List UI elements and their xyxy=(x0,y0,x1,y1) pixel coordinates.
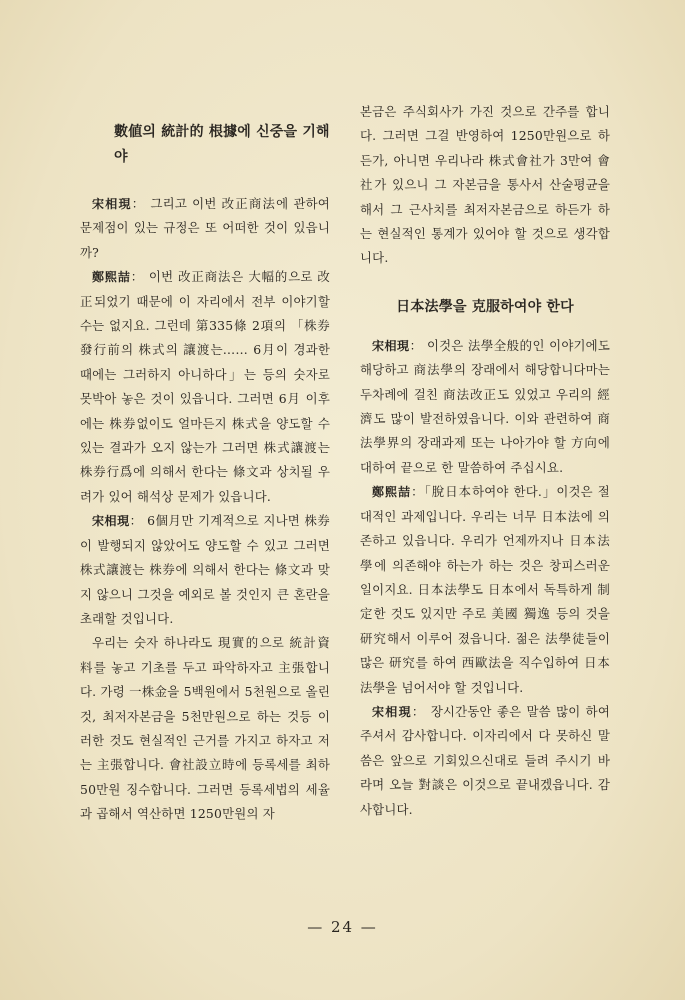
section-heading-japanese-law: 日本法學을 克服하여야 한다 xyxy=(396,298,574,315)
paragraph-text: ： 6個月만 기계적으로 지나면 株券이 발행되지 않았어도 양도할 수 있고 그러면 株式讓渡는 株券에 의해서 한다는 條文과 맞지 않으니 그것을 예외로 볼 것인지 큰 혼란을 초래할 것입니다. xyxy=(80,513,330,626)
paragraph-text: ： 그리고 이번 改正商法에 관하여 문제점이 있는 규정은 또 어떠한 것이 있읍니까? xyxy=(80,196,330,260)
section-heading-statistics: 數値의 統計的 根據에 신중을 기해야 xyxy=(114,124,330,165)
speaker-name: 宋相現 xyxy=(92,197,132,211)
right-column xyxy=(360,100,610,822)
speaker-name: 宋相現 xyxy=(372,704,412,719)
paragraph xyxy=(360,480,610,700)
speaker-name: 鄭熙喆 xyxy=(372,485,412,500)
paragraph-text: 우리는 숫자 하나라도 現實的으로 統計資料를 놓고 기초를 두고 파악하자고 主張합니다. 가령 一株金을 5백원에서 5천원으로 올린 것, 최저자본금을 5천만원으로 하는 것등 이러한 것도 현실적인 근거를 가지고 하자고 저는 主張합니다. 會社設立時에 등록세를 최하 50만원 징수합니다. 그러면 등록세법의 세율과 곱해서 역산하면 1250만원의 자 xyxy=(80,635,330,822)
paragraph-text: ： 이것은 法學全般的인 이야기에도 해당하고 商法學의 장래에서 해당합니다마는 두차례에 걸친 商法改正도 있었고 우리의 經濟도 많이 발전하였읍니다. 이와 관련하여 商法學界의 장래과제 또는 나아가야 할 方向에 대하여 끝으로 한 말씀하여 주십시요. xyxy=(360,337,610,475)
paragraph-text: ：「脫日本하여야 한다.」이것은 절대적인 과제입니다. 우리는 너무 日本法에 의존하고 있읍니다. 우리가 언제까지나 日本法學에 의존해야 하는가 하는 것은 창피스러운 일이지요. 日本法學도 日本에서 독특하게 制定한 것도 있지만 주로 美國 獨逸 등의 것을 研究해서 이루어 졌읍니다. 젊은 法學徒들이 많은 研究를 하여 西歐法을 직수입하여 日本法學을 넘어서야 할 것입니다. xyxy=(360,484,610,695)
paragraph-text: ： 장시간동안 좋은 말씀 많이 하여 주셔서 감사합니다. 이자리에서 다 못하신 말씀은 앞으로 기회있으신대로 들려 주시기 바라며 오늘 對談은 이것으로 끝내겠읍니다. 감사합니다. xyxy=(360,703,610,817)
left-column xyxy=(80,120,330,827)
page-number: — 24 — xyxy=(307,918,378,936)
paragraph xyxy=(360,334,610,480)
speaker-name: 鄭熙喆 xyxy=(92,270,131,285)
paragraph xyxy=(80,192,330,265)
paragraph xyxy=(80,509,330,631)
paragraph xyxy=(80,265,330,509)
paragraph-continued: 본금은 주식회사가 가진 것으로 간주를 합니다. 그러면 그걸 반영하여 1250만원으로 하든가, 아니면 우리나라 株式會社가 3만여 會社가 있으니 그 자본금을 통사서 산술평균을 해서 그 근사치를 최저자본금으로 하든가 하는 현실적인 통계가 있어야 할 것으로 생각합니다. xyxy=(360,104,610,266)
paragraph xyxy=(80,631,330,826)
paragraph-text: ： 이번 改正商法은 大幅的으로 改正되었기 때문에 이 자리에서 전부 이야기할 수는 없지요. 그런데 第335條 2項의 「株券發行前의 株式의 讓渡는…… 6月이 경과한 때에는 그러하지 아니하다」는 등의 숫자로 못박아 놓은 것이 있읍니다. 그러면 6月 이후에는 株券없이도 얼마든지 株式을 양도할 수 있는 결과가 오지 않는가 그러면 株式讓渡는 株券行爲에 의해서 한다는 條文과 상치될 우려가 있어 해석상 문제가 있읍니다. xyxy=(80,269,331,504)
speaker-name: 宋相現 xyxy=(92,514,130,529)
paragraph xyxy=(360,700,610,822)
speaker-name: 宋相現 xyxy=(372,338,410,353)
